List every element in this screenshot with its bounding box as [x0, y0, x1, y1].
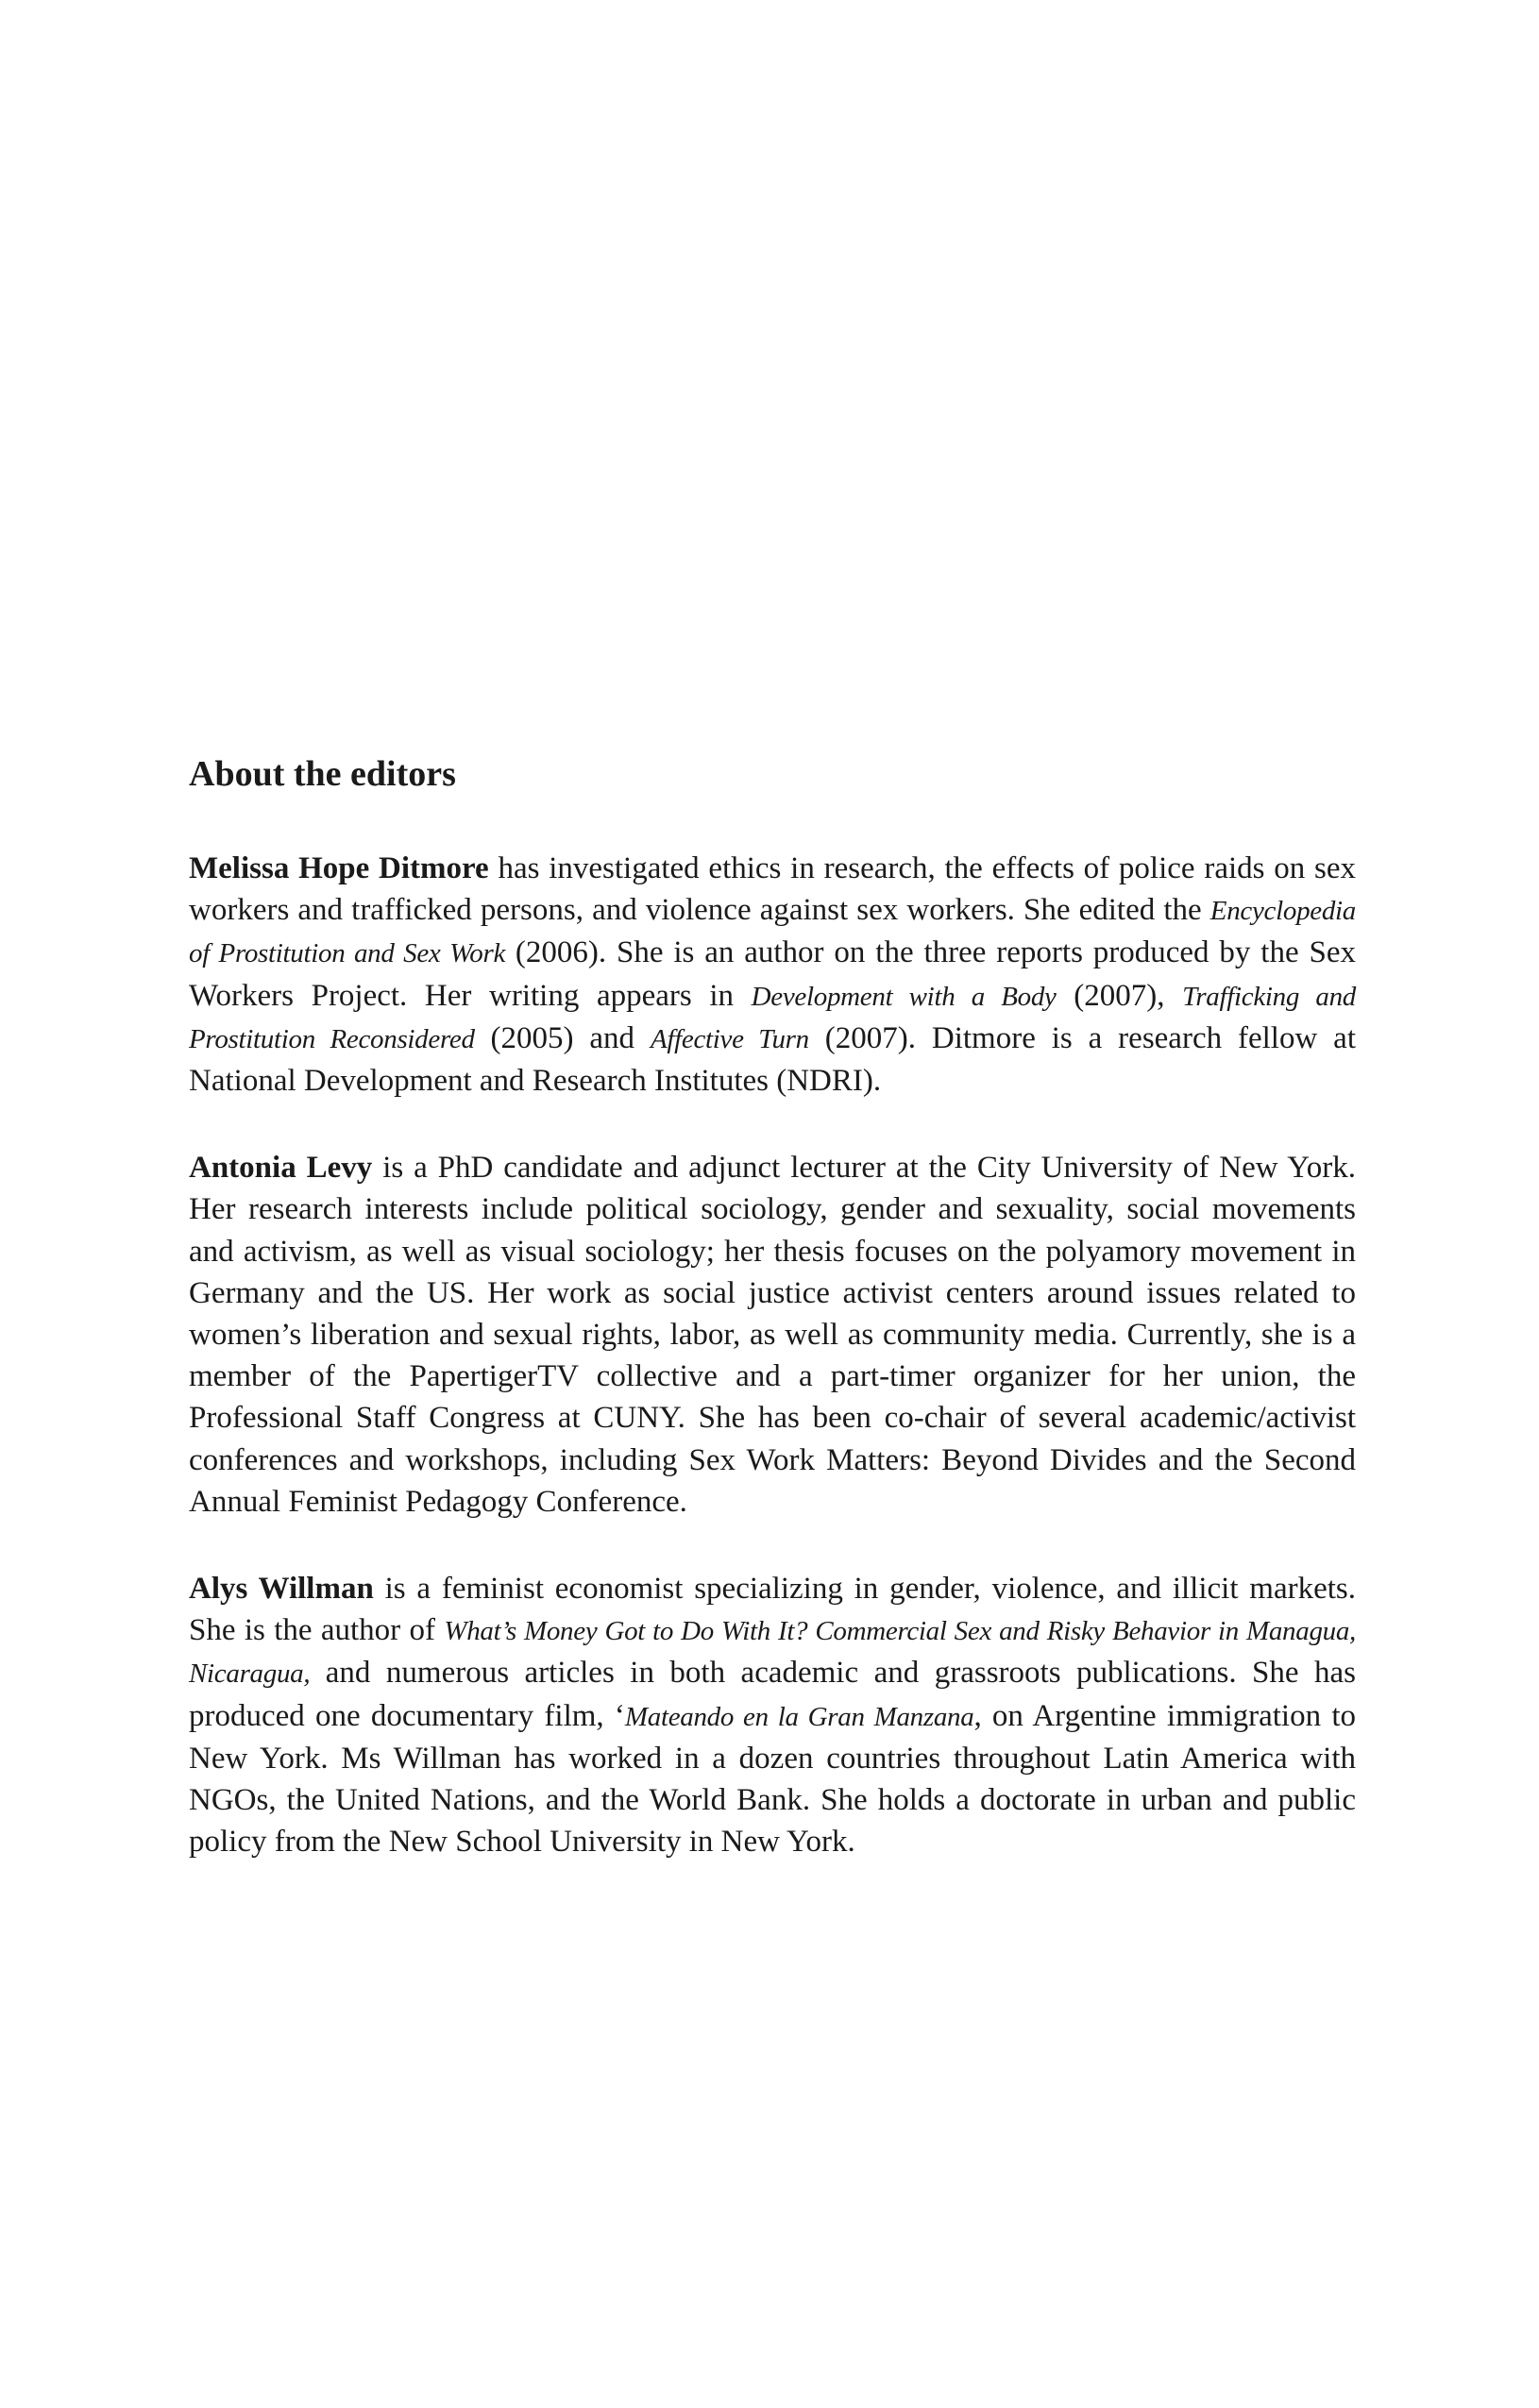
editor-name: Alys Willman [189, 1572, 374, 1607]
bio-text: is a feminist economist specializing in gender, violence, and illicit markets. She is the author of [189, 1572, 1357, 1648]
bio-text: has investigated ethics in research, the effects of police raids on sex workers and trafficked persons, and violence against sex workers. She edited the [189, 851, 1356, 928]
book-title: Trafficking and Prostitution Reconsidered [189, 981, 1356, 1054]
bio-text: (2005) and [474, 1020, 651, 1055]
book-title: Development with a Body [751, 981, 1057, 1012]
book-title: Affective Turn [650, 1023, 809, 1054]
bio-text: is a PhD candidate and adjunct lecturer at the City University of New York. Her research interests include political sociology, gender and sexuality, social movements and activism, as well as visual sociology; her thesis focuses on the polyamory movement in Germany and the US. Her work as social justice activist centers around issues related to women’s liberation and sexual rights, labor, as well as community media. Currently, she is a member of the PapertigerTV collective and a part-timer organizer for her union, the Professional Staff Congress at CUNY. She has been co-chair of several academic/activist conferences and workshops, including Sex Work Matters: Beyond Divides and the Second Annual Feminist Pedagogy Conference. [189, 1151, 1357, 1519]
editor-name: Antonia Levy [189, 1151, 373, 1186]
editor-name: Melissa Hope Ditmore [189, 851, 489, 885]
book-title: What’s Money Got to Do With It? Commercial Sex and Risky Behavior in Managua, Nicaragua, [189, 1616, 1356, 1690]
editor-bio-levy [189, 1147, 1356, 1523]
page-content [189, 746, 1356, 1908]
bio-text: , on Argentine immigration to New York. Ms Willman has worked in a dozen countries throughout Latin America with NGOs, the United Nations, and the World Bank. She holds a doctorate in urban and public policy from the New School University in New York. [189, 1698, 1356, 1860]
film-title: Mateando en la Gran Manzana [624, 1701, 974, 1732]
bio-text: (2007), [1056, 978, 1183, 1013]
section-heading: About the editors [189, 754, 456, 794]
editor-bio-ditmore [189, 848, 1356, 1102]
bio-text: (2006). She is an author on the three reports produced by the Sex Workers Project. Her writing appears in [189, 935, 1356, 1013]
bio-text: and numerous articles in both academic and grassroots publications. She has produced one documentary film, ‘ [189, 1656, 1356, 1733]
bio-text: (2007). Ditmore is a research fellow at National Development and Research Institutes (NDRI). [189, 1020, 1356, 1099]
book-title: Encyclopedia of Prostitution and Sex Work [189, 896, 1356, 969]
editor-bio-willman [189, 1568, 1356, 1862]
